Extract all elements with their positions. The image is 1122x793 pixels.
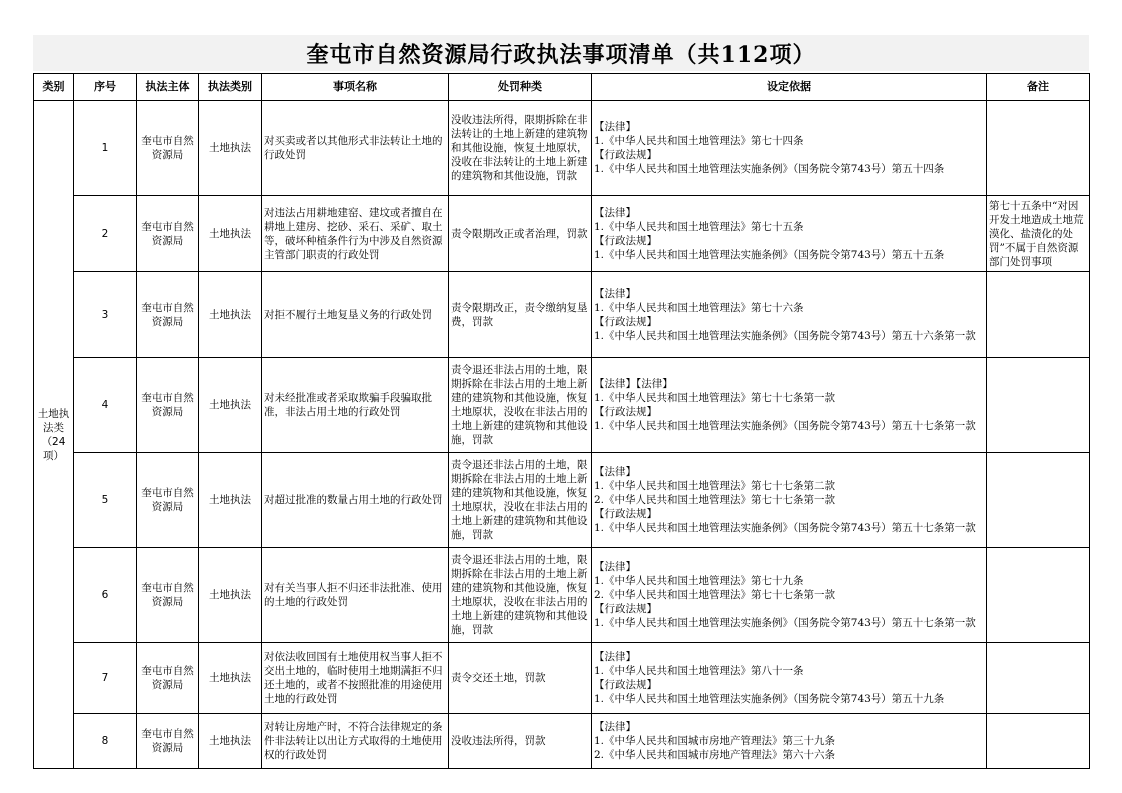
row-item-name: 对依法收回国有土地使用权当事人拒不交出土地的，临时使用土地期满拒不归还土地的，或者不按照批准的用途使用土地的行政处罚 [262,643,449,714]
row-number: 2 [74,196,137,272]
header-basis: 设定依据 [592,74,987,101]
row-note [987,643,1090,714]
row-number: 6 [74,548,137,643]
row-penalty: 责令退还非法占用的土地，限期拆除在非法占用的土地上新建的建筑物和其他设施，恢复土地原状，没收在非法占用的土地上新建的建筑物和其他设施，罚款 [449,358,592,453]
row-type: 土地执法 [199,714,262,769]
row-penalty: 责令限期改正或者治理，罚款 [449,196,592,272]
row-penalty: 责令退还非法占用的土地，限期拆除在非法占用的土地上新建的建筑物和其他设施，恢复土地原状，没收在非法占用的土地上新建的建筑物和其他设施，罚款 [449,453,592,548]
row-penalty: 责令交还土地，罚款 [449,643,592,714]
header-item-name: 事项名称 [262,74,449,101]
row-subject: 奎屯市自然资源局 [137,101,199,196]
row-subject: 奎屯市自然资源局 [137,714,199,769]
header-subject: 执法主体 [137,74,199,101]
row-number: 5 [74,453,137,548]
header-penalty: 处罚种类 [449,74,592,101]
table-row [34,548,1090,643]
row-note [987,101,1090,196]
row-type: 土地执法 [199,548,262,643]
table-row [34,196,1090,272]
row-type: 土地执法 [199,101,262,196]
row-basis: 【法律】 1.《中华人民共和国土地管理法》第七十六条 【行政法规】 1.《中华人民共和国土地管理法实施条例》（国务院令第743号）第五十六条第一款 [592,272,987,358]
table-row [34,272,1090,358]
row-type: 土地执法 [199,643,262,714]
row-subject: 奎屯市自然资源局 [137,196,199,272]
row-item-name: 对拒不履行土地复垦义务的行政处罚 [262,272,449,358]
table-row [34,453,1090,548]
header-note: 备注 [987,74,1090,101]
row-subject: 奎屯市自然资源局 [137,272,199,358]
row-penalty: 没收违法所得，罚款 [449,714,592,769]
row-number: 1 [74,101,137,196]
table-row [34,101,1090,196]
page-title: 奎屯市自然资源局行政执法事项清单（共112项） [33,35,1089,71]
row-basis: 【法律】 1.《中华人民共和国土地管理法》第七十七条第二款 2.《中华人民共和国土地管理法》第七十七条第一款 【行政法规】 1.《中华人民共和国土地管理法实施条例》（国务院令第743号）第五十七条第一款 [592,453,987,548]
row-item-name: 对买卖或者以其他形式非法转让土地的行政处罚 [262,101,449,196]
row-note [987,453,1090,548]
row-number: 7 [74,643,137,714]
row-note [987,358,1090,453]
row-basis: 【法律】【法律】 1.《中华人民共和国土地管理法》第七十七条第一款 【行政法规】 1.《中华人民共和国土地管理法实施条例》（国务院令第743号）第五十七条第一款 [592,358,987,453]
row-subject: 奎屯市自然资源局 [137,643,199,714]
row-item-name: 对有关当事人拒不归还非法批准、使用的土地的行政处罚 [262,548,449,643]
row-subject: 奎屯市自然资源局 [137,358,199,453]
row-number: 4 [74,358,137,453]
row-note [987,272,1090,358]
row-penalty: 没收违法所得，限期拆除在非法转让的土地上新建的建筑物和其他设施，恢复土地原状，没收在非法转让的土地上新建的建筑物和其他设施，罚款 [449,101,592,196]
row-penalty: 责令退还非法占用的土地，限期拆除在非法占用的土地上新建的建筑物和其他设施，恢复土地原状，没收在非法占用的土地上新建的建筑物和其他设施，罚款 [449,548,592,643]
row-item-name: 对超过批准的数量占用土地的行政处罚 [262,453,449,548]
row-type: 土地执法 [199,358,262,453]
row-note [987,714,1090,769]
table-row [34,714,1090,769]
header-row [34,74,1090,101]
row-penalty: 责令限期改正，责令缴纳复垦费，罚款 [449,272,592,358]
table-row [34,358,1090,453]
row-basis: 【法律】 1.《中华人民共和国土地管理法》第七十五条 【行政法规】 1.《中华人民共和国土地管理法实施条例》（国务院令第743号）第五十五条 [592,196,987,272]
enforcement-table [33,73,1090,769]
header-category: 类别 [34,74,74,101]
row-note [987,548,1090,643]
row-basis: 【法律】 1.《中华人民共和国土地管理法》第七十四条 【行政法规】 1.《中华人民共和国土地管理法实施条例》（国务院令第743号）第五十四条 [592,101,987,196]
header-type: 执法类别 [199,74,262,101]
row-type: 土地执法 [199,196,262,272]
row-note: 第七十五条中“对因开发土地造成土地荒漠化、盐渍化的处罚”不属于自然资源部门处罚事项 [987,196,1090,272]
row-subject: 奎屯市自然资源局 [137,548,199,643]
row-basis: 【法律】 1.《中华人民共和国土地管理法》第七十九条 2.《中华人民共和国土地管理法》第七十七条第一款 【行政法规】 1.《中华人民共和国土地管理法实施条例》（国务院令第743号）第五十七条第一款 [592,548,987,643]
row-type: 土地执法 [199,272,262,358]
row-number: 8 [74,714,137,769]
row-item-name: 对转让房地产时，不符合法律规定的条件非法转让以出让方式取得的土地使用权的行政处罚 [262,714,449,769]
row-basis: 【法律】 1.《中华人民共和国土地管理法》第八十一条 【行政法规】 1.《中华人民共和国土地管理法实施条例》（国务院令第743号）第五十九条 [592,643,987,714]
row-item-name: 对违法占用耕地建窑、建坟或者擅自在耕地上建房、挖砂、采石、采矿、取土等，破坏种植条件行为中涉及自然资源主管部门职责的行政处罚 [262,196,449,272]
row-basis: 【法律】 1.《中华人民共和国城市房地产管理法》第三十九条 2.《中华人民共和国城市房地产管理法》第六十六条 [592,714,987,769]
row-item-name: 对未经批准或者采取欺骗手段骗取批准，非法占用土地的行政处罚 [262,358,449,453]
row-number: 3 [74,272,137,358]
category-cell: 土地执法类（24项） [34,101,74,769]
table-row [34,643,1090,714]
header-number: 序号 [74,74,137,101]
row-subject: 奎屯市自然资源局 [137,453,199,548]
row-type: 土地执法 [199,453,262,548]
